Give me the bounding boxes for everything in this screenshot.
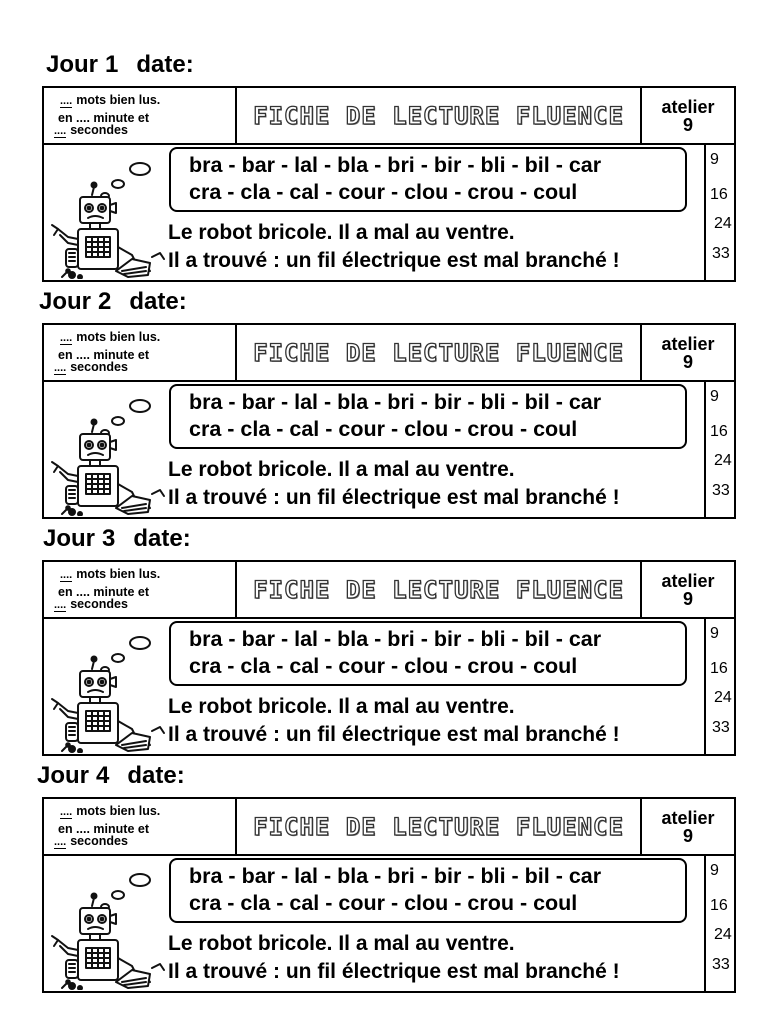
day-section-2: [0, 288, 768, 524]
reading-card: [42, 323, 736, 519]
words-blank: ....: [60, 332, 73, 344]
syllable-box: [169, 147, 687, 212]
day-word: Jour: [46, 51, 99, 78]
word-count: 33: [712, 956, 730, 973]
score-cell: [44, 562, 237, 617]
words-read-line: [60, 805, 160, 819]
worksheet-title: FICHE DE LECTURE FLUENCE: [253, 101, 624, 130]
word-count: 33: [712, 719, 730, 736]
day-number: 1: [105, 51, 119, 78]
word-count-column: [704, 617, 734, 754]
words-blank: ....: [60, 806, 73, 818]
robot-icon: [50, 147, 168, 279]
word-count-column: [704, 854, 734, 991]
date-label: date:: [133, 525, 191, 552]
atelier-number: 9: [682, 826, 693, 846]
atelier-number: 9: [682, 352, 693, 372]
atelier-cell: [642, 88, 734, 143]
day-header: [39, 288, 187, 324]
score-cell: [44, 799, 237, 854]
worksheet-title: FICHE DE LECTURE FLUENCE: [253, 338, 624, 367]
day-section-3: [0, 525, 768, 761]
atelier-label: atelier: [661, 571, 715, 591]
date-label: date:: [127, 762, 185, 789]
card-header-row: [44, 325, 734, 382]
date-label: date:: [136, 51, 194, 78]
syllables-line-2: cra - cla - cal - cour - clou - crou - coul: [189, 654, 578, 678]
sentence-1: Le robot bricole. Il a mal au ventre.: [168, 458, 515, 481]
words-blank: ....: [60, 95, 73, 107]
words-read-line: [60, 331, 160, 345]
seconds-label: secondes: [70, 123, 128, 137]
atelier-cell: [642, 325, 734, 380]
day-number: 4: [96, 762, 110, 789]
word-count: 24: [714, 926, 732, 943]
words-read-line: [60, 568, 160, 582]
word-count: 16: [710, 660, 728, 677]
syllables-line-1: bra - bar - lal - bla - bri - bir - bli - bil - car: [189, 390, 602, 414]
atelier-label: atelier: [661, 808, 715, 828]
worksheet-title: FICHE DE LECTURE FLUENCE: [253, 812, 624, 841]
day-section-4: [0, 762, 768, 998]
day-number: 3: [102, 525, 116, 552]
atelier-number: 9: [682, 589, 693, 609]
worksheet-title: FICHE DE LECTURE FLUENCE: [253, 575, 624, 604]
word-count: 33: [712, 482, 730, 499]
reading-card: [42, 86, 736, 282]
time-line: en .... minute et: [58, 822, 149, 836]
word-count: 24: [714, 689, 732, 706]
words-blank: ....: [60, 569, 73, 581]
words-label: mots bien lus.: [76, 93, 161, 107]
day-section-1: [0, 51, 768, 287]
date-label: date:: [129, 288, 187, 315]
word-count: 9: [710, 388, 719, 405]
word-count-column: [704, 380, 734, 517]
seconds-blank: ....: [54, 836, 67, 848]
syllable-box: [169, 621, 687, 686]
words-label: mots bien lus.: [76, 567, 161, 581]
sentence-1: Le robot bricole. Il a mal au ventre.: [168, 932, 515, 955]
sentence-1: Le robot bricole. Il a mal au ventre.: [168, 695, 515, 718]
seconds-line: [54, 361, 128, 375]
word-count: 16: [710, 423, 728, 440]
syllables-line-2: cra - cla - cal - cour - clou - crou - coul: [189, 180, 578, 204]
seconds-blank: ....: [54, 599, 67, 611]
atelier-label: atelier: [661, 334, 715, 354]
word-count: 24: [714, 452, 732, 469]
title-cell: [237, 325, 642, 380]
word-count: 9: [710, 862, 719, 879]
syllables-line-1: bra - bar - lal - bla - bri - bir - bli - bil - car: [189, 153, 602, 177]
card-body: [44, 617, 734, 754]
syllables-line-1: bra - bar - lal - bla - bri - bir - bli - bil - car: [189, 864, 602, 888]
seconds-line: [54, 598, 128, 612]
seconds-blank: ....: [54, 125, 67, 137]
day-number: 2: [98, 288, 112, 315]
robot-icon: [50, 858, 168, 990]
syllables-line-1: bra - bar - lal - bla - bri - bir - bli - bil - car: [189, 627, 602, 651]
atelier-cell: [642, 562, 734, 617]
card-header-row: [44, 562, 734, 619]
robot-icon: [50, 384, 168, 516]
sentence-2: Il a trouvé : un fil électrique est mal branché !: [168, 960, 620, 983]
words-label: mots bien lus.: [76, 330, 161, 344]
title-cell: [237, 799, 642, 854]
words-label: mots bien lus.: [76, 804, 161, 818]
atelier-number: 9: [682, 115, 693, 135]
seconds-line: [54, 835, 128, 849]
time-line: en .... minute et: [58, 585, 149, 599]
syllables-line-2: cra - cla - cal - cour - clou - crou - coul: [189, 417, 578, 441]
seconds-label: secondes: [70, 597, 128, 611]
sentence-2: Il a trouvé : un fil électrique est mal branché !: [168, 249, 620, 272]
day-header: [43, 525, 191, 561]
sentence-1: Le robot bricole. Il a mal au ventre.: [168, 221, 515, 244]
day-header: [46, 51, 194, 87]
sentence-2: Il a trouvé : un fil électrique est mal branché !: [168, 723, 620, 746]
words-read-line: [60, 94, 160, 108]
title-cell: [237, 562, 642, 617]
sentence-2: Il a trouvé : un fil électrique est mal branché !: [168, 486, 620, 509]
day-header: [37, 762, 185, 798]
seconds-label: secondes: [70, 834, 128, 848]
robot-icon: [50, 621, 168, 753]
card-header-row: [44, 88, 734, 145]
day-word: Jour: [39, 288, 92, 315]
seconds-label: secondes: [70, 360, 128, 374]
card-header-row: [44, 799, 734, 856]
time-line: en .... minute et: [58, 348, 149, 362]
word-count: 16: [710, 897, 728, 914]
syllable-box: [169, 858, 687, 923]
syllables-line-2: cra - cla - cal - cour - clou - crou - coul: [189, 891, 578, 915]
day-word: Jour: [43, 525, 96, 552]
time-line: en .... minute et: [58, 111, 149, 125]
score-cell: [44, 325, 237, 380]
word-count-column: [704, 143, 734, 280]
title-cell: [237, 88, 642, 143]
word-count: 33: [712, 245, 730, 262]
word-count: 24: [714, 215, 732, 232]
seconds-line: [54, 124, 128, 138]
reading-card: [42, 797, 736, 993]
word-count: 16: [710, 186, 728, 203]
word-count: 9: [710, 151, 719, 168]
atelier-label: atelier: [661, 97, 715, 117]
syllable-box: [169, 384, 687, 449]
atelier-cell: [642, 799, 734, 854]
word-count: 9: [710, 625, 719, 642]
card-body: [44, 380, 734, 517]
card-body: [44, 854, 734, 991]
day-word: Jour: [37, 762, 90, 789]
reading-card: [42, 560, 736, 756]
seconds-blank: ....: [54, 362, 67, 374]
card-body: [44, 143, 734, 280]
score-cell: [44, 88, 237, 143]
